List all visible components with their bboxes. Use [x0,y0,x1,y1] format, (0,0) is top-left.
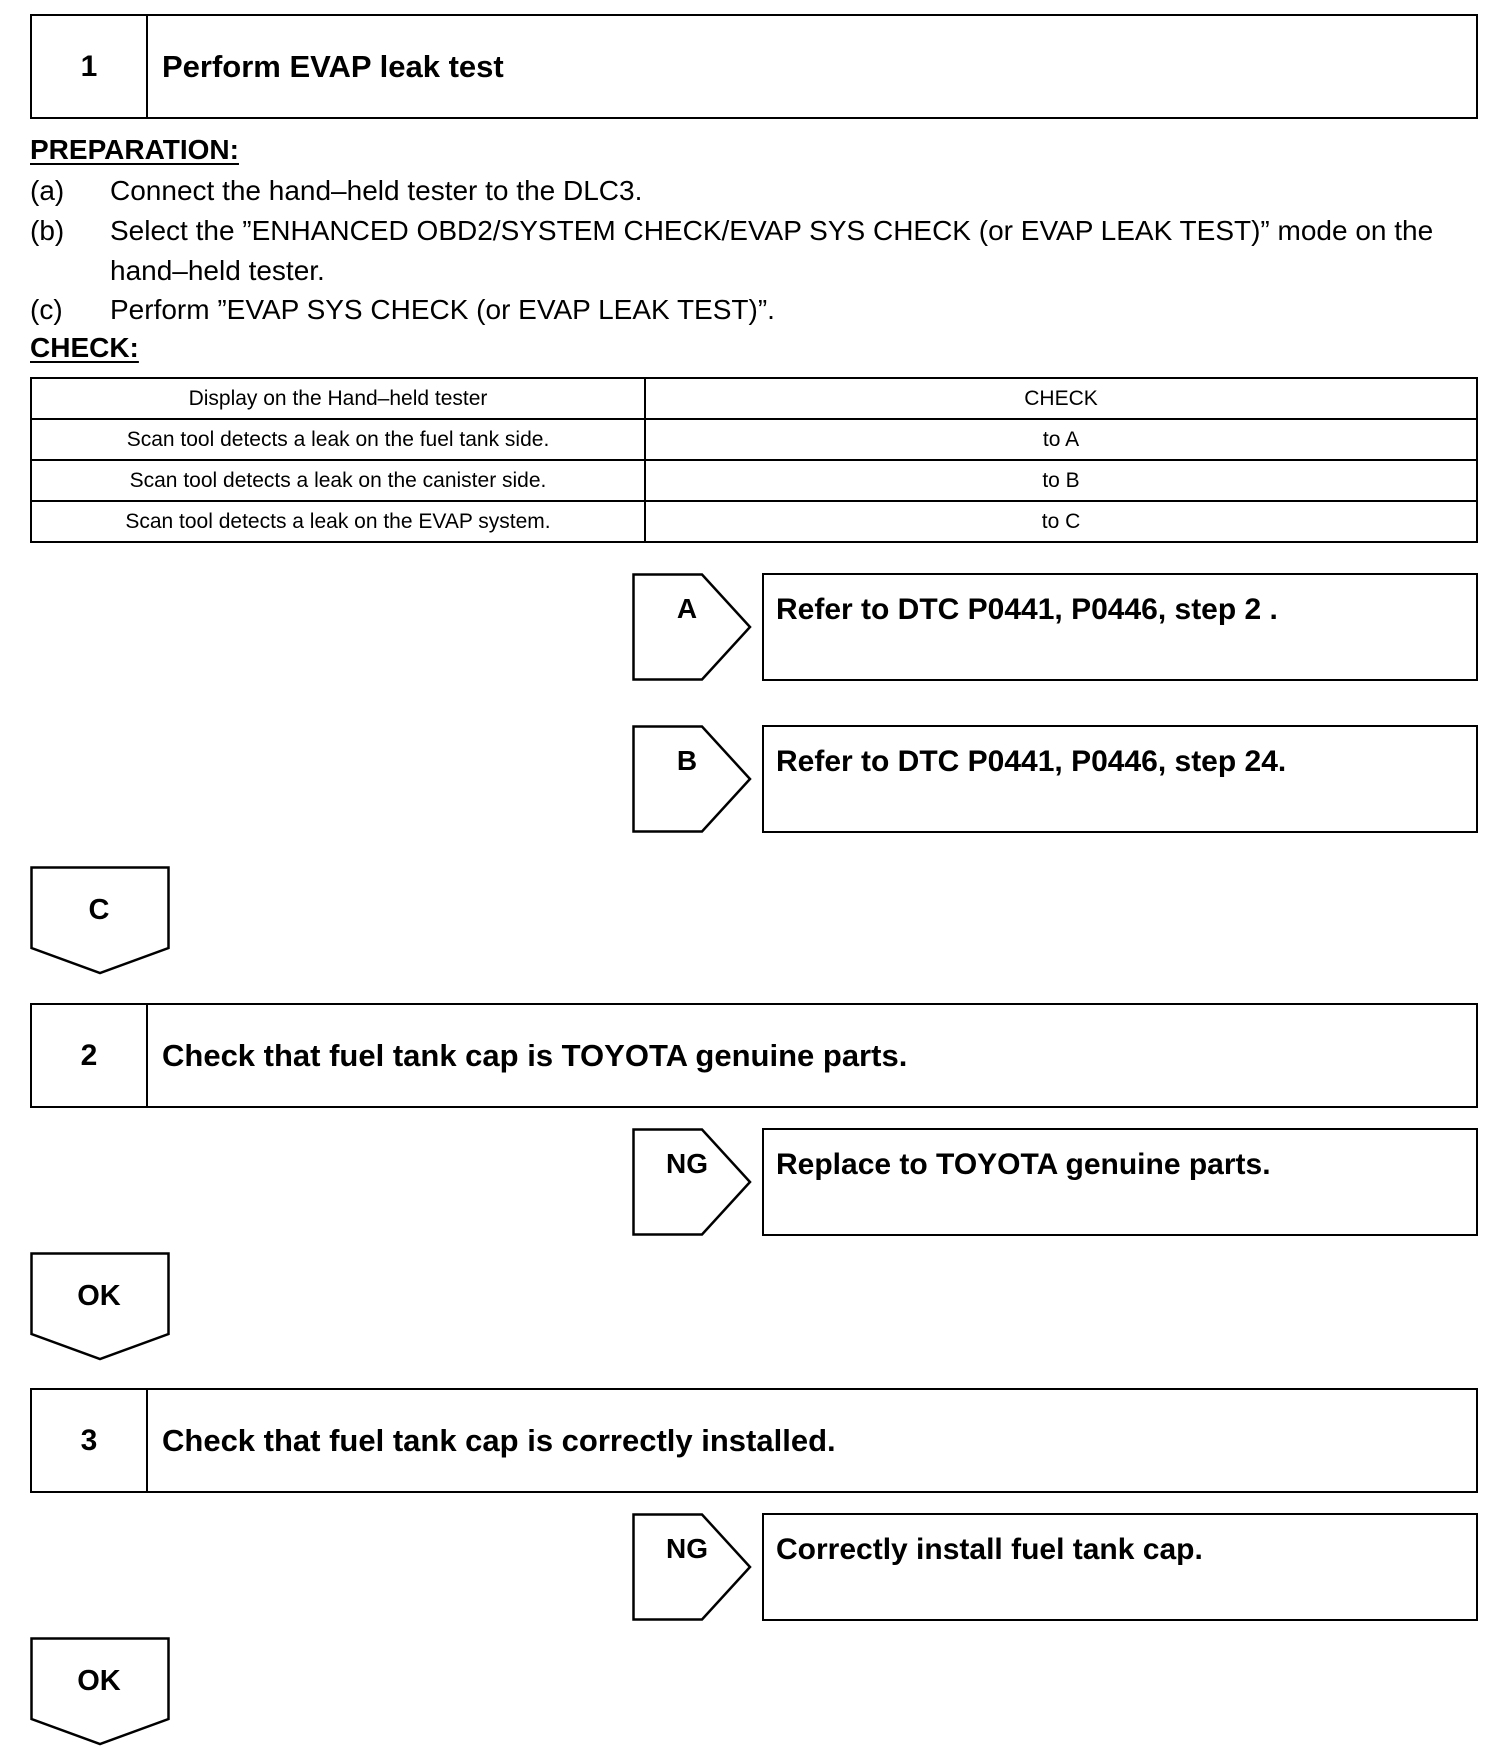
step-number: 1 [32,16,148,117]
step-title: Perform EVAP leak test [162,48,504,84]
table-cell: Scan tool detects a leak on the canister side. [31,460,645,501]
step-number: 3 [32,1390,148,1491]
table-cell: to C [645,501,1477,542]
flow-c-tag [30,866,170,976]
check-heading: CHECK: [30,332,139,363]
table-header-cell: CHECK [645,378,1477,419]
branch-tag-label: NG [666,1148,708,1179]
flow-tag-label: OK [77,1665,121,1697]
step-2-ng-tag [632,1128,754,1236]
branch-a-tag [632,573,754,681]
prep-letter: (a) [30,175,65,206]
table-row [31,460,1477,501]
preparation-heading: PREPARATION: [30,134,239,165]
branch-tag-label: NG [666,1533,708,1564]
prep-text: Connect the hand–held tester to the DLC3. [110,175,643,206]
step-2-header [30,1003,1478,1108]
right-arrow-tag-icon [632,573,754,681]
branch-b-result: Refer to DTC P0441, P0446, step 24. [762,725,1478,833]
prep-text: Select the ”ENHANCED OBD2/SYSTEM CHECK/EVAP SYS CHECK (or EVAP LEAK TEST)” mode on the hand–held tester. [110,215,1434,286]
step-number: 2 [32,1005,148,1106]
flow-tag-label: OK [77,1280,121,1312]
table-cell: Scan tool detects a leak on the EVAP system. [31,501,645,542]
table-header-cell: Display on the Hand–held tester [31,378,645,419]
prep-item-b [30,211,1480,291]
table-cell: to B [645,460,1477,501]
prep-letter: (c) [30,294,63,325]
step-title: Check that fuel tank cap is correctly installed. [162,1422,836,1458]
branch-b-tag [632,725,754,833]
step-3-ng-tag [632,1513,754,1621]
table-row [31,501,1477,542]
step-title: Check that fuel tank cap is TOYOTA genuine parts. [162,1037,908,1073]
branch-tag-label: A [676,593,698,624]
step-1-header [30,14,1478,119]
table-header-row [31,378,1477,419]
step-3-ok-tag [30,1637,170,1747]
step-3-header [30,1388,1478,1493]
step-2-ng-result: Replace to TOYOTA genuine parts. [762,1128,1478,1236]
branch-a-result: Refer to DTC P0441, P0446, step 2 . [762,573,1478,681]
check-table [30,377,1478,543]
branch-tag-label: B [676,745,698,776]
table-cell: Scan tool detects a leak on the fuel tank side. [31,419,645,460]
prep-item-c [30,290,1480,330]
prep-item-a [30,171,1480,211]
step-3-ng-result: Correctly install fuel tank cap. [762,1513,1478,1621]
right-arrow-tag-icon [632,1128,754,1236]
right-arrow-tag-icon [632,1513,754,1621]
prep-letter: (b) [30,215,65,246]
flow-tag-label: C [88,894,110,926]
prep-text: Perform ”EVAP SYS CHECK (or EVAP LEAK TEST)”. [110,294,775,325]
table-row [31,419,1477,460]
right-arrow-tag-icon [632,725,754,833]
step-2-ok-tag [30,1252,170,1362]
table-cell: to A [645,419,1477,460]
